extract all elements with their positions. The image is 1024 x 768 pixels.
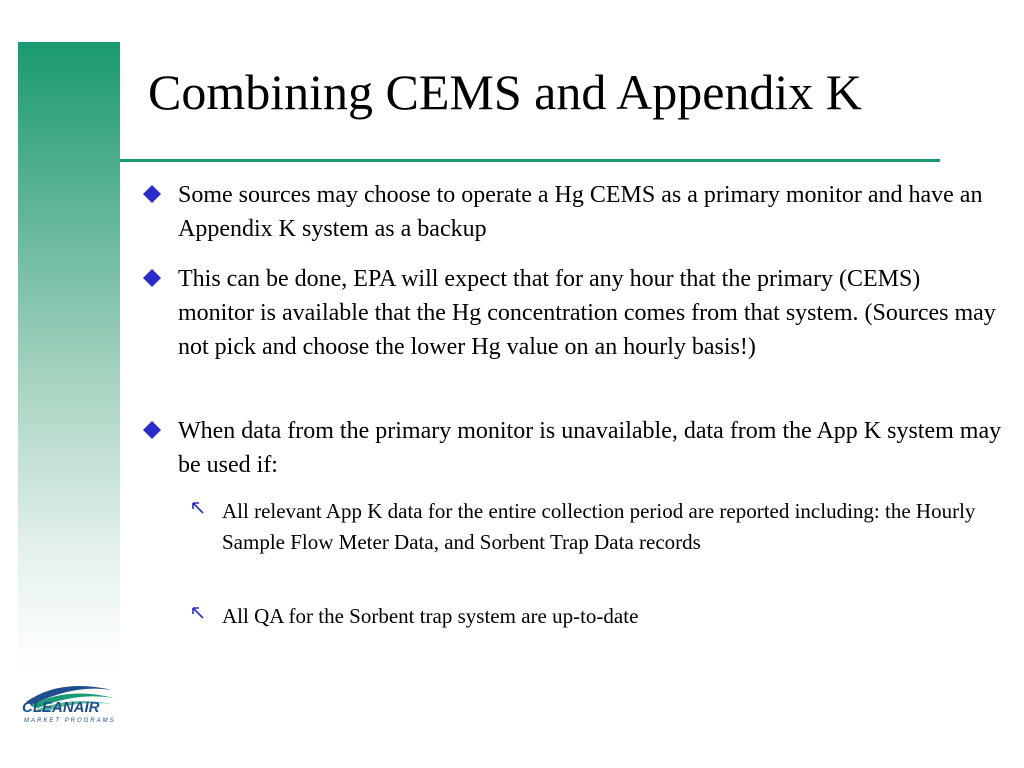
sub-bullet-item xyxy=(190,601,980,632)
bullet-text: When data from the primary monitor is unavailable, data from the App K system may be used if: xyxy=(178,418,1002,478)
diamond-icon xyxy=(142,184,162,204)
slide-title: Combining CEMS and Appendix K xyxy=(148,64,862,120)
logo-wordmark: CLEANAIR xyxy=(22,699,100,716)
bullet-item xyxy=(142,262,1002,364)
sub-bullet-text: All QA for the Sorbent trap system are up-to-date xyxy=(222,604,639,628)
bullet-item xyxy=(142,178,1002,246)
diamond-icon xyxy=(142,420,162,440)
bullet-text: Some sources may choose to operate a Hg CEMS as a primary monitor and have an Appendix K system as a backup xyxy=(178,182,983,242)
logo-tagline: MARKET PROGRAMS xyxy=(24,718,116,724)
title-divider xyxy=(120,159,940,162)
arrow-up-left-icon xyxy=(190,605,206,621)
bullet-item xyxy=(142,414,1002,482)
arrow-up-left-icon xyxy=(190,500,206,516)
bullet-text: This can be done, EPA will expect that for any hour that the primary (CEMS) monitor is available that the Hg concentration comes from that system. (Sources may not pick and choose the lower Hg value on an hourly basis!) xyxy=(178,266,996,360)
diamond-icon xyxy=(142,268,162,288)
sub-bullet-item xyxy=(190,496,980,558)
sub-bullet-text: All relevant App K data for the entire collection period are reported including: the Hourly Sample Flow Meter Data, and Sorbent Trap Data records xyxy=(222,499,976,554)
decorative-gradient-bar xyxy=(18,42,120,670)
